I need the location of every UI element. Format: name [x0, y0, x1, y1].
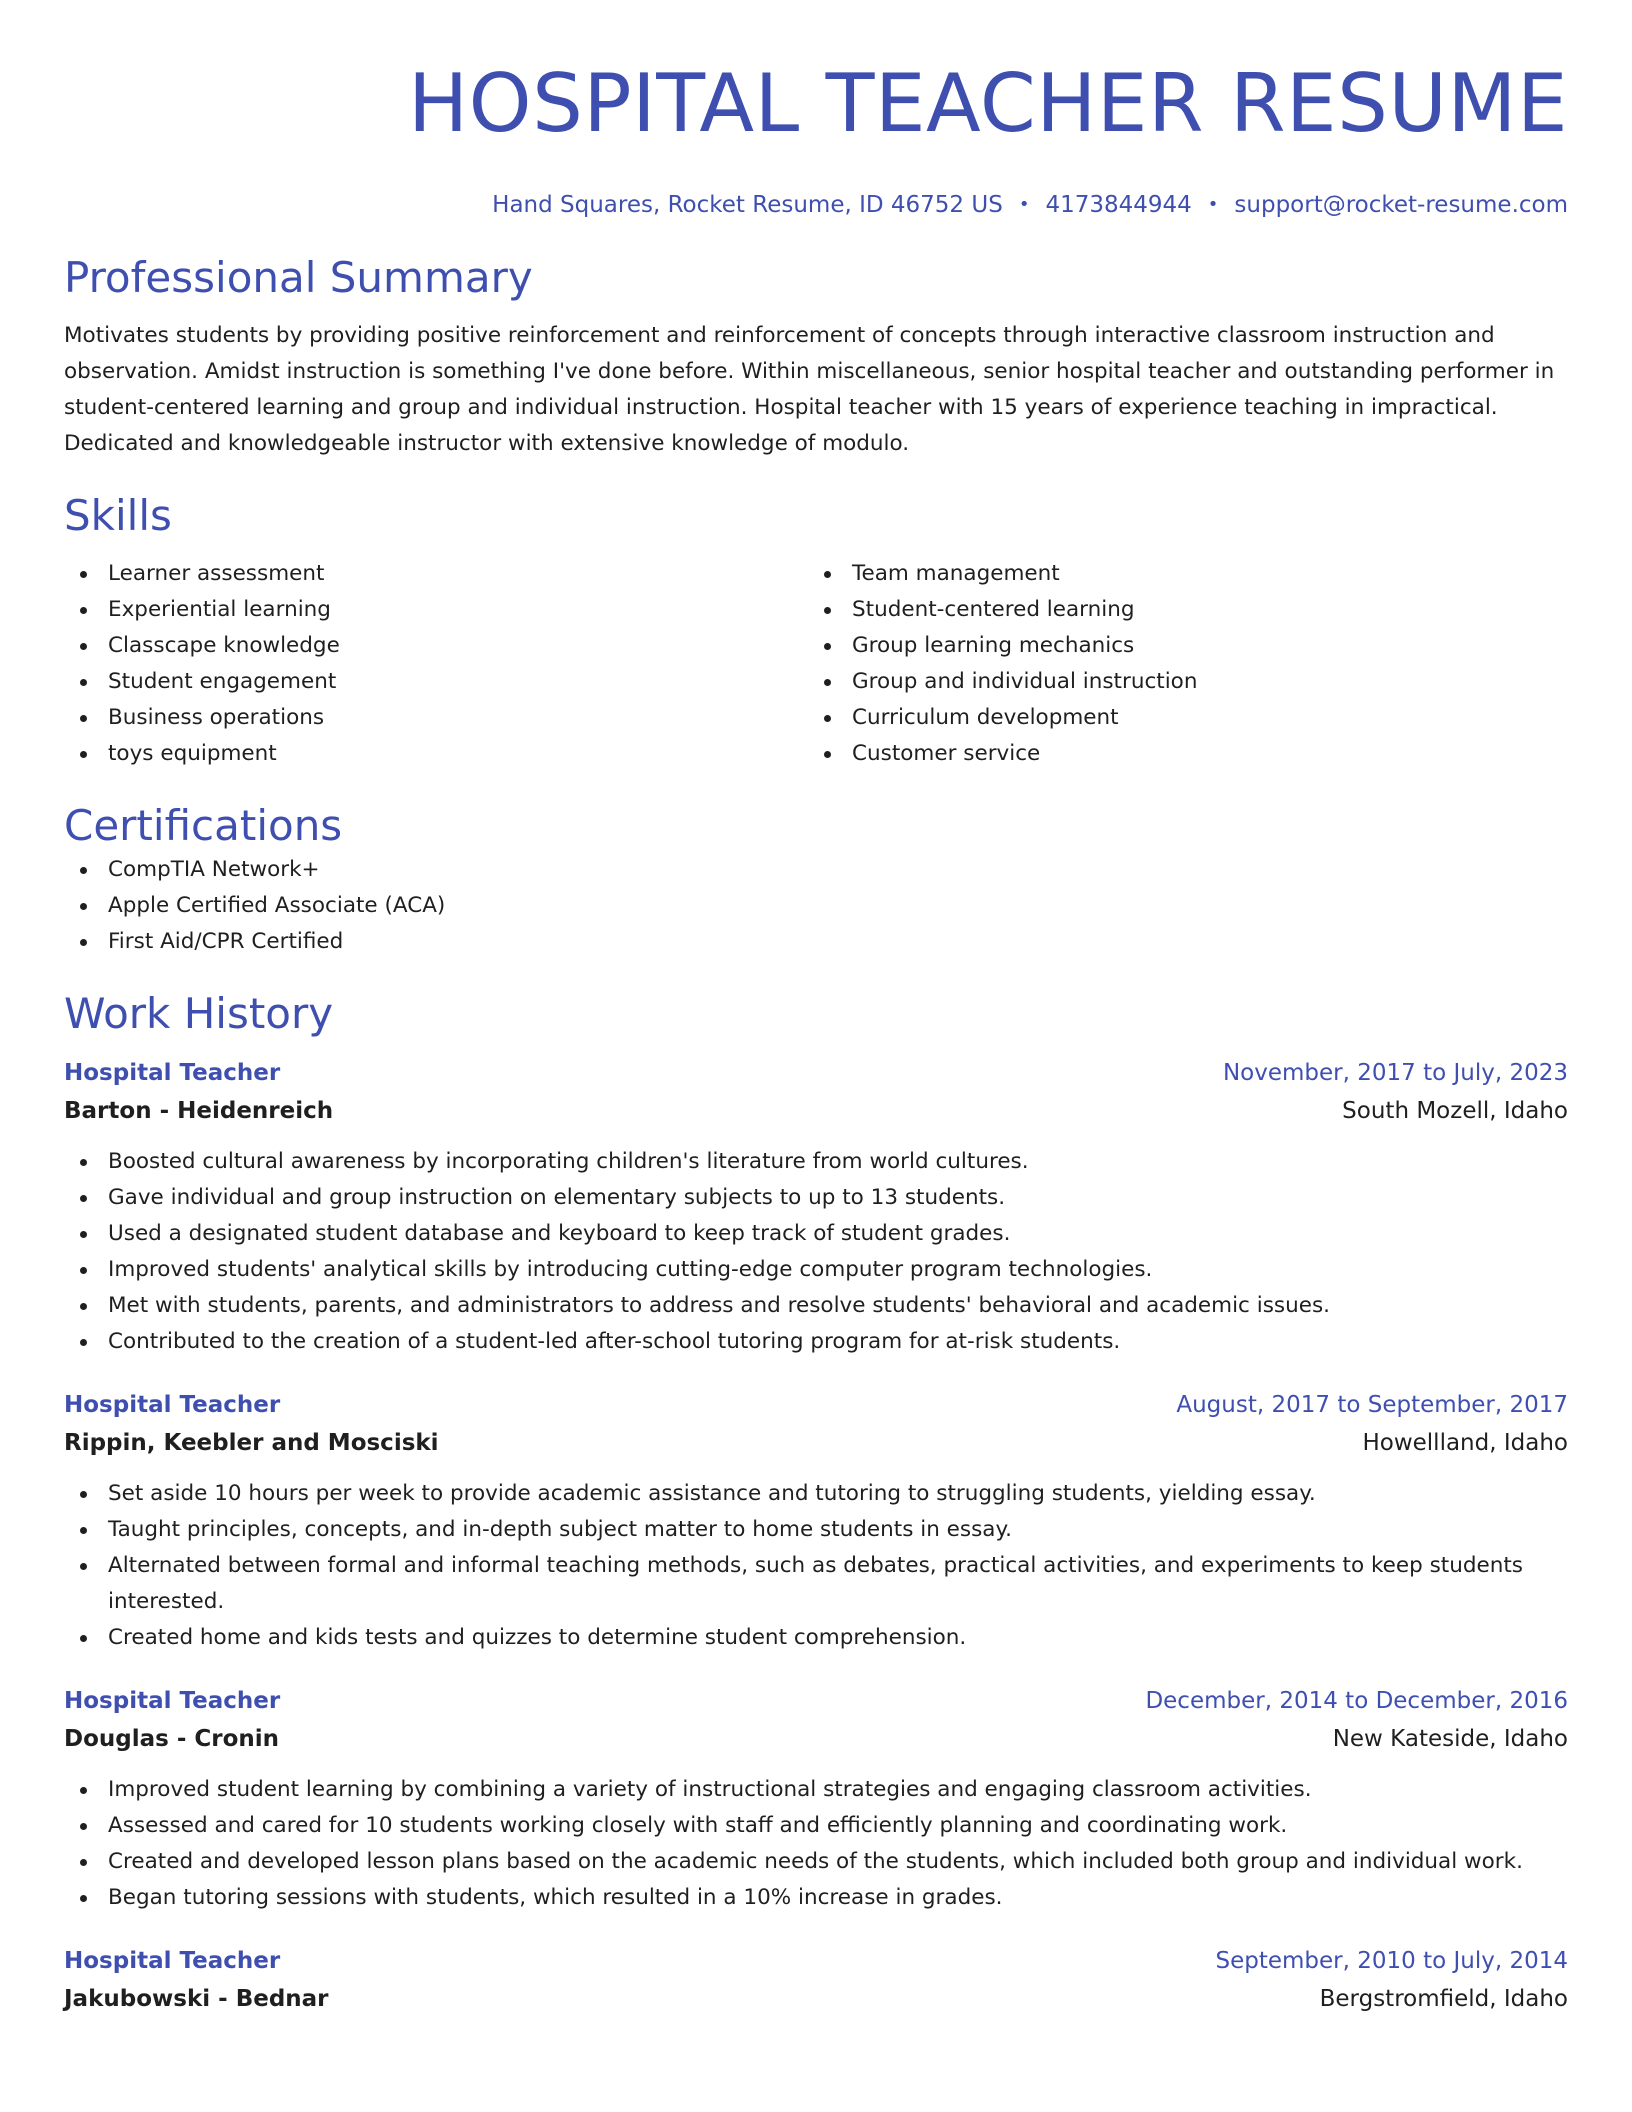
job-title: Hospital Teacher	[64, 1392, 281, 1418]
job-location: South Mozell, Idaho	[1342, 1098, 1568, 1124]
skills-title: Skills	[64, 491, 172, 540]
job-bullet: Assessed and cared for 10 students working closely with staff and efficiently planning and coordinating work.	[64, 1808, 1568, 1844]
contact-phone: 4173844944	[1045, 192, 1192, 218]
job-subheader	[64, 1092, 1568, 1130]
certifications-title: Certifications	[64, 801, 343, 850]
summary-text: Motivates students by providing positive reinforcement and reinforcement of concepts through interactive classroom instruction and observation. Amidst instruction is something I've done before. Within miscellaneous, senior hospital teacher and outstanding performer in student-centered learning and group and individual instruction. Hospital teacher with 15 years of experience teaching in impractical. Dedicated and knowledgeable instructor with extensive knowledge of modulo.	[64, 323, 1555, 456]
job-bullet: Created home and kids tests and quizzes to determine student comprehension.	[64, 1620, 1568, 1656]
job-entry	[64, 1386, 1568, 1656]
skill-item: Student-centered learning	[816, 592, 1568, 628]
job-bullet: Began tutoring sessions with students, which resulted in a 10% increase in grades.	[64, 1880, 1568, 1916]
job-bullet: Used a designated student database and keyboard to keep track of student grades.	[64, 1216, 1568, 1252]
contact-address: Hand Squares, Rocket Resume, ID 46752 US	[492, 192, 1003, 218]
skills-list-left	[64, 556, 816, 772]
certification-item: CompTIA Network+	[64, 852, 1568, 888]
job-dates: December, 2014 to December, 2016	[1145, 1688, 1568, 1714]
job-entry	[64, 1054, 1568, 1360]
bullet-separator: •	[1018, 194, 1030, 215]
job-header	[64, 1054, 1568, 1092]
job-title: Hospital Teacher	[64, 1948, 281, 1974]
skill-item: Student engagement	[64, 664, 816, 700]
skill-item: Experiential learning	[64, 592, 816, 628]
work-history-title: Work History	[64, 989, 334, 1038]
skill-item: Group and individual instruction	[816, 664, 1568, 700]
job-bullet: Improved students' analytical skills by introducing cutting-edge computer program technologies.	[64, 1252, 1568, 1288]
job-subheader	[64, 1720, 1568, 1758]
job-entry	[64, 1682, 1568, 1916]
skills-column-right	[816, 556, 1568, 772]
job-header	[64, 1682, 1568, 1720]
skill-item: Curriculum development	[816, 700, 1568, 736]
skill-item: Team management	[816, 556, 1568, 592]
job-title: Hospital Teacher	[64, 1060, 281, 1086]
job-location: New Kateside, Idaho	[1332, 1726, 1568, 1752]
job-bullets	[64, 1772, 1568, 1916]
job-company: Douglas - Cronin	[64, 1726, 280, 1752]
resume-name: HOSPITAL TEACHER RESUME	[408, 57, 1568, 150]
job-bullet: Gave individual and group instruction on elementary subjects to up to 13 students.	[64, 1180, 1568, 1216]
skill-item: toys equipment	[64, 736, 816, 772]
skill-item: Customer service	[816, 736, 1568, 772]
job-bullet: Contributed to the creation of a student-led after-school tutoring program for at-risk students.	[64, 1324, 1568, 1360]
job-bullets	[64, 1144, 1568, 1360]
job-entry	[64, 1942, 1568, 2018]
job-bullet: Created and developed lesson plans based on the academic needs of the students, which included both group and individual work.	[64, 1844, 1568, 1880]
job-title: Hospital Teacher	[64, 1688, 281, 1714]
contact-email[interactable]: support@rocket-resume.com	[1234, 192, 1568, 218]
contact-line	[64, 190, 1568, 220]
skill-item: Learner assessment	[64, 556, 816, 592]
job-dates: November, 2017 to July, 2023	[1222, 1060, 1568, 1086]
job-header	[64, 1386, 1568, 1424]
job-location: Howellland, Idaho	[1362, 1430, 1568, 1456]
job-company: Barton - Heidenreich	[64, 1098, 334, 1124]
job-bullet: Boosted cultural awareness by incorporating children's literature from world cultures.	[64, 1144, 1568, 1180]
job-bullet: Improved student learning by combining a variety of instructional strategies and engaging classroom activities.	[64, 1772, 1568, 1808]
skills-list-right	[816, 556, 1568, 772]
certification-item: First Aid/CPR Certified	[64, 924, 1568, 960]
job-dates: August, 2017 to September, 2017	[1176, 1392, 1568, 1418]
job-location: Bergstromfield, Idaho	[1319, 1986, 1568, 2012]
skill-item: Business operations	[64, 700, 816, 736]
job-bullet: Alternated between formal and informal teaching methods, such as debates, practical activities, and experiments to keep students interested.	[64, 1548, 1568, 1620]
job-header	[64, 1942, 1568, 1980]
summary-title: Professional Summary	[64, 253, 533, 302]
certifications-list	[64, 852, 1568, 960]
job-subheader	[64, 1424, 1568, 1462]
job-company: Jakubowski - Bednar	[64, 1986, 329, 2012]
skill-item: Group learning mechanics	[816, 628, 1568, 664]
job-bullets	[64, 1476, 1568, 1656]
skill-item: Classcape knowledge	[64, 628, 816, 664]
resume-page	[64, 0, 1568, 2018]
job-subheader	[64, 1980, 1568, 2018]
certification-item: Apple Certified Associate (ACA)	[64, 888, 1568, 924]
skills-grid	[64, 556, 1568, 772]
job-dates: September, 2010 to July, 2014	[1215, 1948, 1568, 1974]
job-company: Rippin, Keebler and Mosciski	[64, 1430, 439, 1456]
job-bullet: Taught principles, concepts, and in-depth subject matter to home students in essay.	[64, 1512, 1568, 1548]
bullet-separator: •	[1207, 194, 1219, 215]
skills-column-left	[64, 556, 816, 772]
job-bullet: Met with students, parents, and administrators to address and resolve students' behavioral and academic issues.	[64, 1288, 1568, 1324]
job-bullet: Set aside 10 hours per week to provide academic assistance and tutoring to struggling students, yielding essay.	[64, 1476, 1568, 1512]
